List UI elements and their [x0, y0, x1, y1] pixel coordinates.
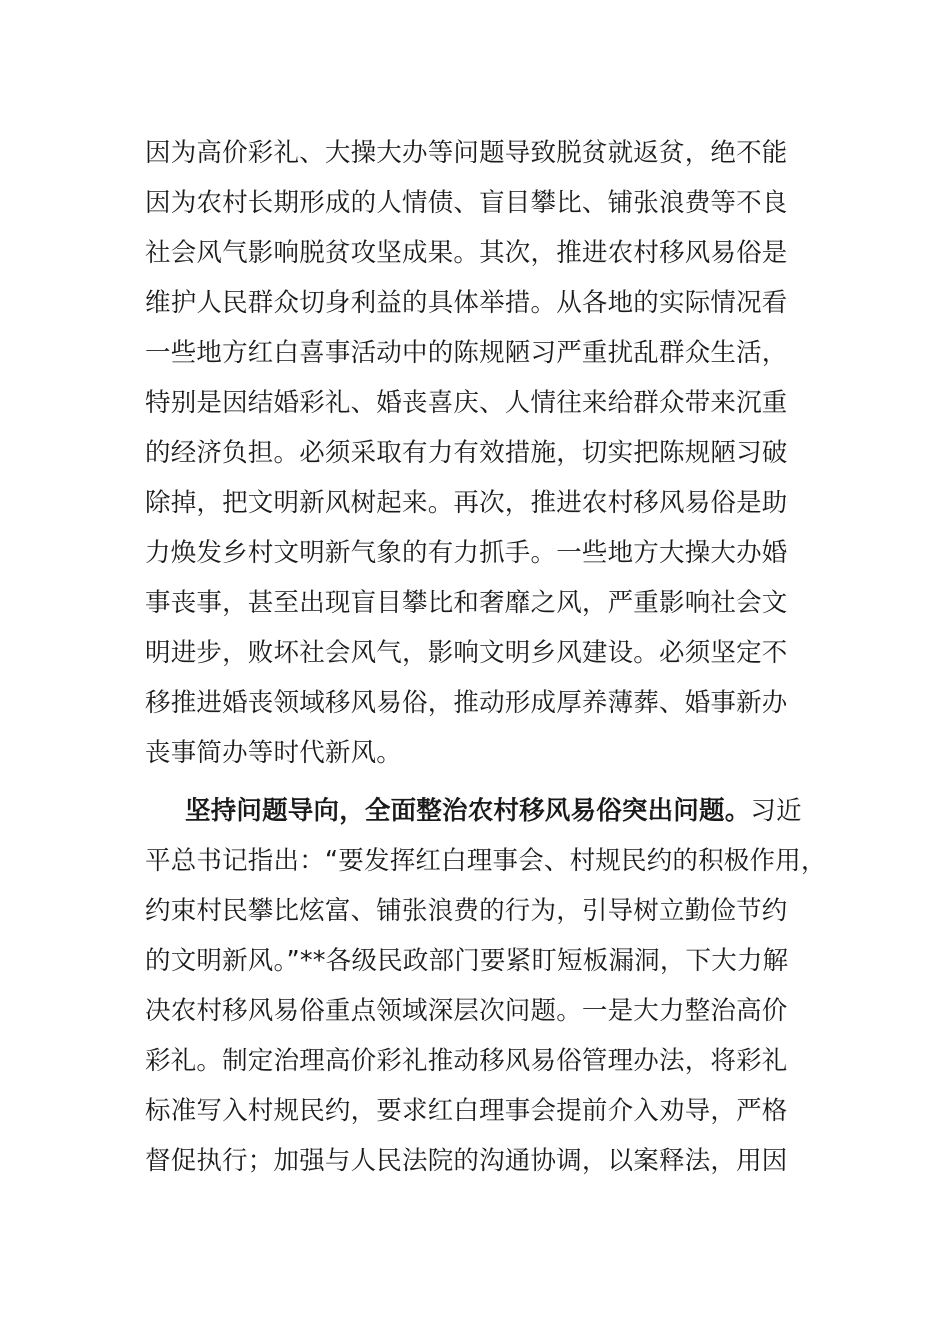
text-line: 标准写入村规民约，要求红白理事会提前介入劝导，严格	[145, 1096, 788, 1126]
paragraph-spacer	[145, 778, 815, 786]
body-text	[145, 128, 827, 1186]
text-line: 移推进婚丧领域移风易俗，推动形成厚养薄葬、婚事新办	[145, 688, 788, 718]
text-line: 决农村移风易俗重点领域深层次问题。一是大力整治高价	[145, 996, 788, 1026]
text-line: 的文明新风。”**各级民政部门要紧盯短板漏洞，下大力解	[145, 946, 789, 976]
text-line: 约束村民攀比炫富、铺张浪费的行为，引导树立勤俭节约	[145, 896, 788, 926]
text-line: 的经济负担。必须采取有力有效措施，切实把陈规陋习破	[145, 438, 788, 468]
text-line: 特别是因结婚彩礼、婚丧喜庆、人情往来给群众带来沉重	[145, 388, 788, 418]
text-line: 一些地方红白喜事活动中的陈规陋习严重扰乱群众生活，	[145, 338, 788, 368]
text-line: 彩礼。制定治理高价彩礼推动移风易俗管理办法，将彩礼	[145, 1046, 788, 1076]
text-line: 丧事简办等时代新风。	[145, 738, 403, 768]
paragraph-2	[145, 786, 827, 1186]
text-line: 督促执行；加强与人民法院的沟通协调，以案释法，用因	[145, 1146, 788, 1176]
text-line: 除掉，把文明新风树起来。再次，推进农村移风易俗是助	[145, 488, 788, 518]
paragraph-heading: 坚持问题导向，全面整治农村移风易俗突出问题。	[185, 796, 751, 826]
paragraph-first-line	[145, 786, 815, 836]
text-line: 因为农村长期形成的人情债、盲目攀比、铺张浪费等不良	[145, 188, 788, 218]
paragraph-1	[145, 128, 815, 778]
text-line: 社会风气影响脱贫攻坚成果。其次，推进农村移风易俗是	[145, 238, 788, 268]
text-line: 力焕发乡村文明新气象的有力抓手。一些地方大操大办婚	[145, 538, 788, 568]
text-line: 因为高价彩礼、大操大办等问题导致脱贫就返贫，绝不能	[145, 138, 788, 168]
paragraph-first-line-rest: 习近	[750, 796, 802, 826]
text-line: 明进步，败坏社会风气，影响文明乡风建设。必须坚定不	[145, 638, 788, 668]
text-line: 平总书记指出：“要发挥红白理事会、村规民约的积极作用，	[145, 846, 827, 876]
text-line: 事丧事，甚至出现盲目攀比和奢靡之风，严重影响社会文	[145, 588, 788, 618]
text-line: 维护人民群众切身利益的具体举措。从各地的实际情况看	[145, 288, 788, 318]
